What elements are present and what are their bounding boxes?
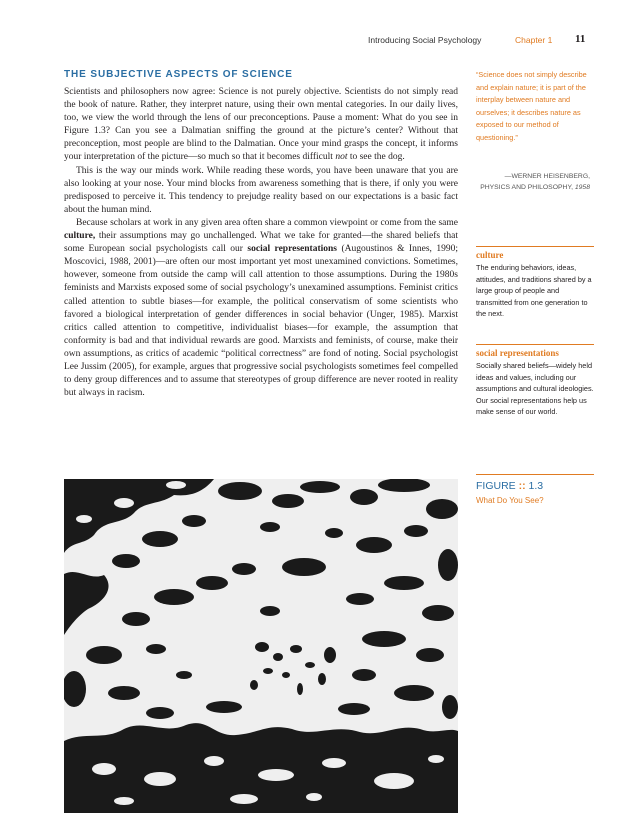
figure-number: 1.3 [528,480,544,492]
page-number: 11 [575,33,586,45]
paragraph-3 [64,217,458,400]
figure-title [476,480,594,492]
section-heading: THE SUBJECTIVE ASPECTS OF SCIENCE [64,69,293,80]
key-term-social-representations: social representations [247,244,337,255]
dalmatian-figure-image [64,479,458,813]
glossary-definition: Socially shared beliefs—widely held ideas and values, including our assumptions and cultural ideologies. Our social representations help us make sense of our world. [476,361,594,417]
paragraph-1-text-b: to see the dog. [347,152,405,163]
figure-rule [476,474,594,475]
paragraph-2: This is the way our minds work. While reading these words, you have been unaware that you are also looking at your nose. Your mind blocks from awareness something that is there, if only you were predisposed to perceive it. This tendency to prejudge reality based on our expectations is a basic fact about the human mind. [64,165,458,215]
running-header [0,34,638,50]
quote-attribution [476,171,590,193]
figure-caption [476,474,594,505]
glossary-term: culture [476,250,504,260]
figure-label: FIGURE [476,480,516,492]
glossary-rule [476,246,594,247]
glossary-definition: The enduring behaviors, ideas, attitudes, and traditions shared by a large group of people and transmitted from one generation to the next. [476,263,592,319]
paragraph-3-text-a: Because scholars at work in any given area often share a common viewpoint or come from the same [76,217,458,228]
attribution-year: 1958 [574,184,590,191]
paragraph-1-text-a: Scientists and philosophers now agree: Science is not purely objective. Scientists do not simply read the book of nature. Rather, they interpret nature, using their own mental categories. In our daily lives, too, we view the world through the lens of our preconceptions. Pause a moment: What do you see in Figure 1.3? Can you see a Dalmatian sniffing the ground at the picture’s center? Without that preconception, most people are blind to the Dalmatian. Once your mind grasps the concept, it informs your interpretation of the picture—so much so that it becomes difficult [64,87,458,163]
paragraph-1 [64,86,458,165]
chapter-label: Chapter 1 [515,35,553,45]
main-column [64,69,458,400]
key-term-culture: culture, [64,231,96,242]
margin-quote: “Science does not simply describe and explain nature; it is part of the interplay between nature and ourselves; it describes nature as exposed to our method of questioning.” [476,70,587,142]
attribution-text: —WERNER HEISENBERG, PHYSICS AND PHILOSOPHY, [480,173,590,191]
figure-separator: :: [518,480,526,492]
glossary-term: social representations [476,348,559,358]
glossary-culture [476,246,594,320]
glossary-social-representations [476,344,594,418]
dalmatian-illusion [64,479,458,813]
paragraph-3-text-c: (Augoustinos & Innes, 1990; Moscovici, 1988, 2001)—are often our most important yet most unexamined convictions. Sometimes, however, someone from outside the camp will call attention to those assumptions. During the 1980s feminists and Marxists exposed some of social psychology’s unexamined assumptions. Feminist critics called attention to subtle biases—for example, the political conservatism of some scientists who favored a biological interpretation of gender differences in social behavior (Unger, 1985). Marxist critics called attention to competitive, individualist biases—for example, the assumption that conformity is bad and that individual rewards are good. Marxists and feminists, of course, make their own assumptions, as critics of academic “political correctness” are fond of noting. Social psychologist Lee Jussim (2005), for example, argues that progressive social psychologists sometimes feel compelled to deny group differences and to assume that stereotypes of group difference are never rooted in reality but always in racism. [64,244,458,399]
glossary-rule [476,344,594,345]
figure-subtitle: What Do You See? [476,496,544,505]
running-title: Introducing Social Psychology [368,35,482,45]
paragraph-1-emphasis: not [335,152,348,163]
paragraph-3-text-b: their assumptions may go unchallenged. What we take for granted—the shared beliefs that some European social psychologists call our [64,231,458,255]
